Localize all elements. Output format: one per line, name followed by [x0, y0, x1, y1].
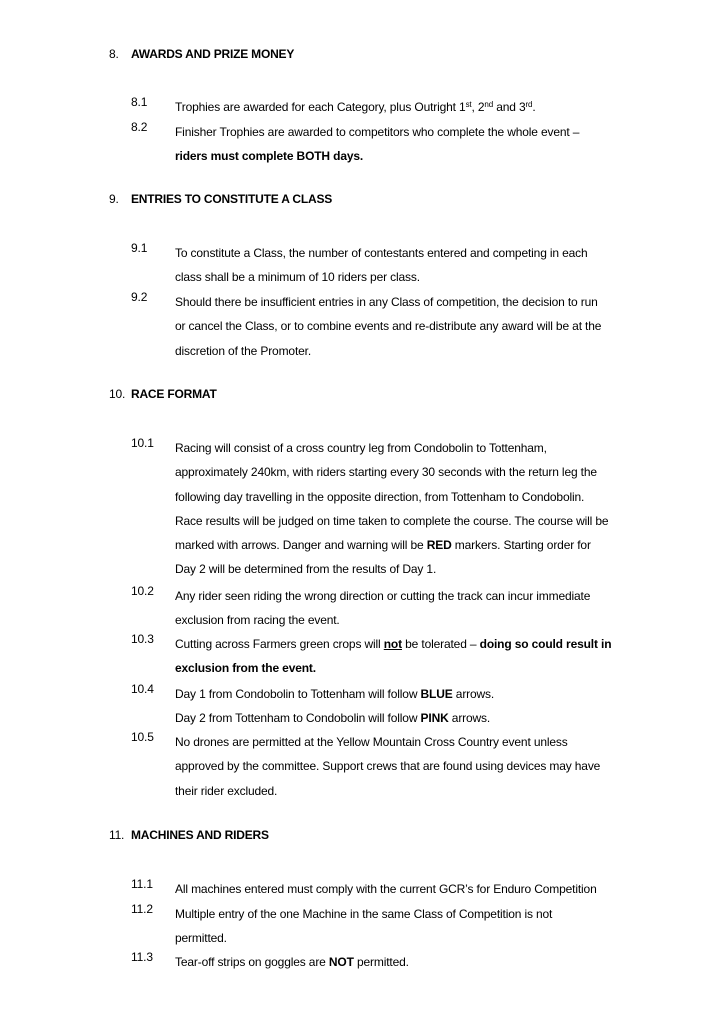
clause-line: marked with arrows. Danger and warning will be RED markers. Starting order for — [175, 538, 591, 553]
section-number: 10. — [109, 387, 126, 401]
section-heading-10 — [109, 387, 217, 401]
section-number: 8. — [109, 47, 119, 61]
clause-line: Cutting across Farmers green crops will not be tolerated – doing so could result in — [175, 637, 612, 651]
clause-line: Day 1 from Condobolin to Tottenham will follow BLUE arrows. — [175, 687, 495, 701]
clause-line: discretion of the Promoter. — [175, 343, 312, 358]
clause-line: their rider excluded. — [175, 783, 278, 798]
clause-line: All machines entered must comply with the current GCR’s for Enduro Competition — [175, 882, 597, 896]
section-title: ENTRIES TO CONSTITUTE A CLASS — [131, 192, 333, 206]
clause-line: Racing will consist of a cross country leg from Condobolin to Tottenham, — [175, 441, 547, 455]
clause-line: Tear-off strips on goggles are NOT permitted. — [175, 955, 409, 969]
clause-line: following day travelling in the opposite direction, from Tottenham to Condobolin. — [175, 489, 585, 504]
section-title: MACHINES AND RIDERS — [131, 828, 269, 842]
clause-line: Race results will be judged on time taken to complete the course. The course will be — [175, 513, 609, 528]
clause-line: Should there be insufficient entries in any Class of competition, the decision to run — [175, 295, 598, 309]
section-title: RACE FORMAT — [131, 387, 217, 401]
clause-number: 10.5 — [131, 730, 154, 744]
clause-number: 11.1 — [131, 877, 153, 891]
clause-number: 8.1 — [131, 95, 148, 109]
clause-number: 10.3 — [131, 632, 154, 646]
section-title: AWARDS AND PRIZE MONEY — [131, 47, 295, 61]
clause-line: class shall be a minimum of 10 riders per class. — [175, 270, 420, 285]
section-number: 9. — [109, 192, 119, 206]
clause-line: Day 2 from Tottenham to Condobolin will follow PINK arrows. — [175, 711, 491, 726]
clause-line: No drones are permitted at the Yellow Mountain Cross Country event unless — [175, 735, 568, 749]
clause-line-bold: exclusion from the event. — [175, 661, 316, 676]
clause-number: 10.1 — [131, 436, 154, 450]
clause-line: Multiple entry of the one Machine in the same Class of Competition is not — [175, 907, 553, 921]
clause-line: Trophies are awarded for each Category, plus Outright 1st, 2nd and 3rd. — [175, 100, 536, 114]
clause-number: 9.2 — [131, 290, 148, 304]
section-heading-11 — [109, 828, 269, 842]
clause-number: 10.2 — [131, 584, 154, 598]
clause-line: Day 2 will be determined from the results of Day 1. — [175, 562, 437, 577]
clause-number: 11.2 — [131, 902, 153, 916]
clause-line: exclusion from racing the event. — [175, 613, 340, 628]
clause-line: Any rider seen riding the wrong direction or cutting the track can incur immediate — [175, 589, 591, 603]
clause-line: To constitute a Class, the number of contestants entered and competing in each — [175, 246, 588, 260]
clause-line-bold: riders must complete BOTH days. — [175, 149, 364, 164]
clause-line: approximately 240km, with riders starting every 30 seconds with the return leg the — [175, 465, 597, 480]
section-number: 11. — [109, 828, 125, 842]
clause-number: 8.2 — [131, 120, 148, 134]
section-heading-8 — [109, 47, 294, 61]
clause-line: permitted. — [175, 931, 227, 946]
clause-number: 9.1 — [131, 241, 148, 255]
clause-number: 11.3 — [131, 950, 153, 964]
clause-line: or cancel the Class, or to combine events and re-distribute any award will be at the — [175, 319, 602, 334]
section-heading-9 — [109, 192, 332, 206]
clause-line: Finisher Trophies are awarded to competitors who complete the whole event – — [175, 125, 580, 139]
clause-number: 10.4 — [131, 682, 154, 696]
clause-line: approved by the committee. Support crews that are found using devices may have — [175, 759, 601, 774]
